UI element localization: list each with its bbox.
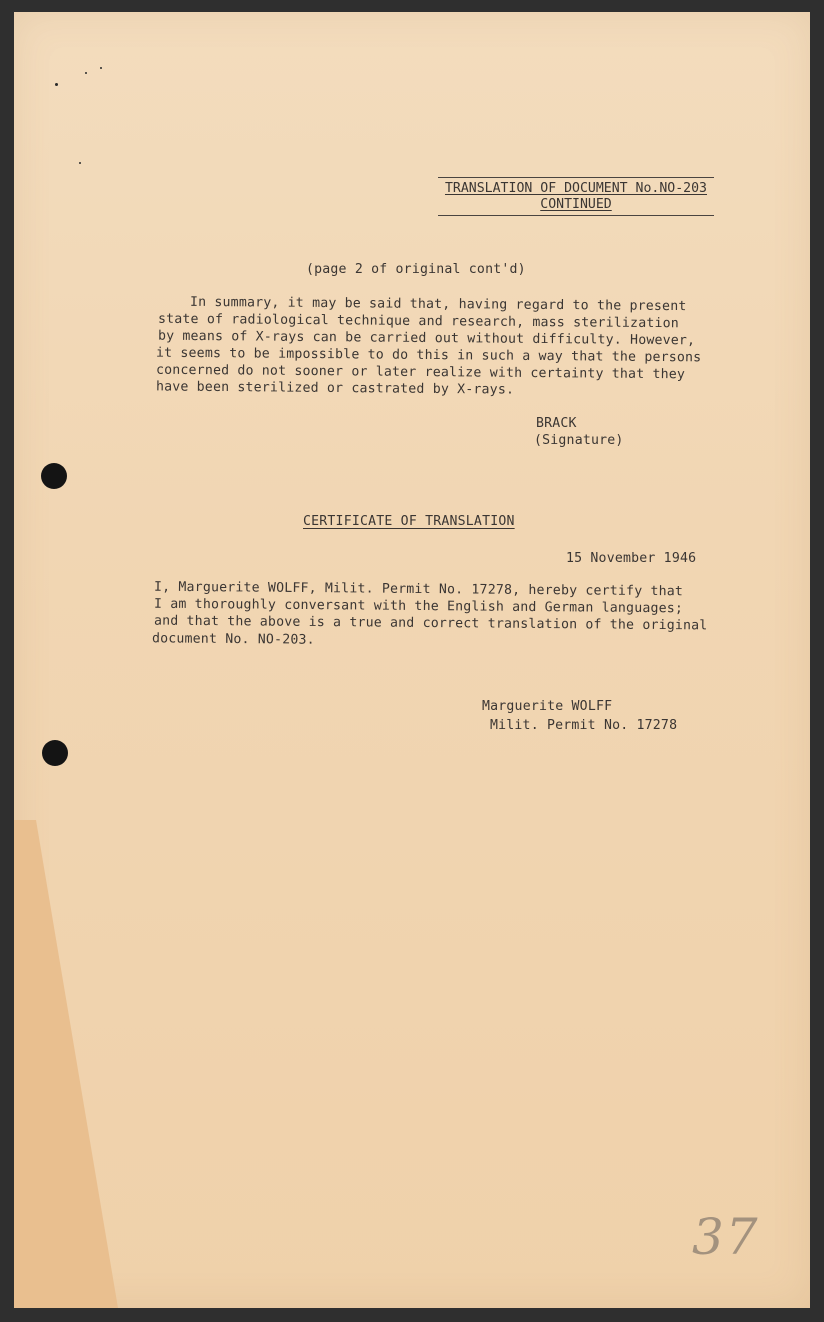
signature-name: BRACK (536, 416, 577, 431)
certificate-date: 15 November 1946 (566, 551, 697, 566)
body-line: In summary, it may be said that, having regard to the present (189, 294, 687, 315)
certificate-line: and that the above is a true and correct translation of the original (153, 613, 708, 634)
body-line: by means of X-rays can be carried out without difficulty. However, (157, 328, 696, 349)
body-line: concerned do not sooner or later realize with certainty that they (155, 362, 686, 383)
ink-speck (85, 72, 87, 74)
certificate-title: CERTIFICATE OF TRANSLATION (303, 514, 515, 529)
signer-name: Marguerite WOLFF (482, 699, 613, 714)
header-continued: CONTINUED (540, 197, 612, 212)
body-line: have been sterilized or castrated by X-rays. (155, 379, 515, 398)
document-header (438, 177, 714, 216)
punch-hole (41, 463, 67, 489)
body-line: state of radiological technique and research, mass sterilization (157, 311, 679, 332)
punch-hole (42, 740, 68, 766)
ink-speck (55, 83, 58, 86)
signature-label: (Signature) (534, 433, 624, 448)
certificate-line: I, Marguerite WOLFF, Milit. Permit No. 17278, hereby certify that (153, 579, 684, 600)
page-number: 37 (692, 1208, 760, 1266)
page-note: (page 2 of original cont'd) (306, 262, 526, 277)
header-title: TRANSLATION OF DOCUMENT No.NO-203 (444, 181, 707, 196)
certificate-line: I am thoroughly conversant with the English and German languages; (153, 596, 684, 617)
ink-speck (100, 67, 102, 69)
body-line: it seems to be impossible to do this in such a way that the persons (155, 345, 702, 366)
ink-speck (79, 162, 81, 164)
signer-permit: Milit. Permit No. 17278 (490, 718, 678, 733)
certificate-line: document No. NO-203. (151, 631, 315, 648)
